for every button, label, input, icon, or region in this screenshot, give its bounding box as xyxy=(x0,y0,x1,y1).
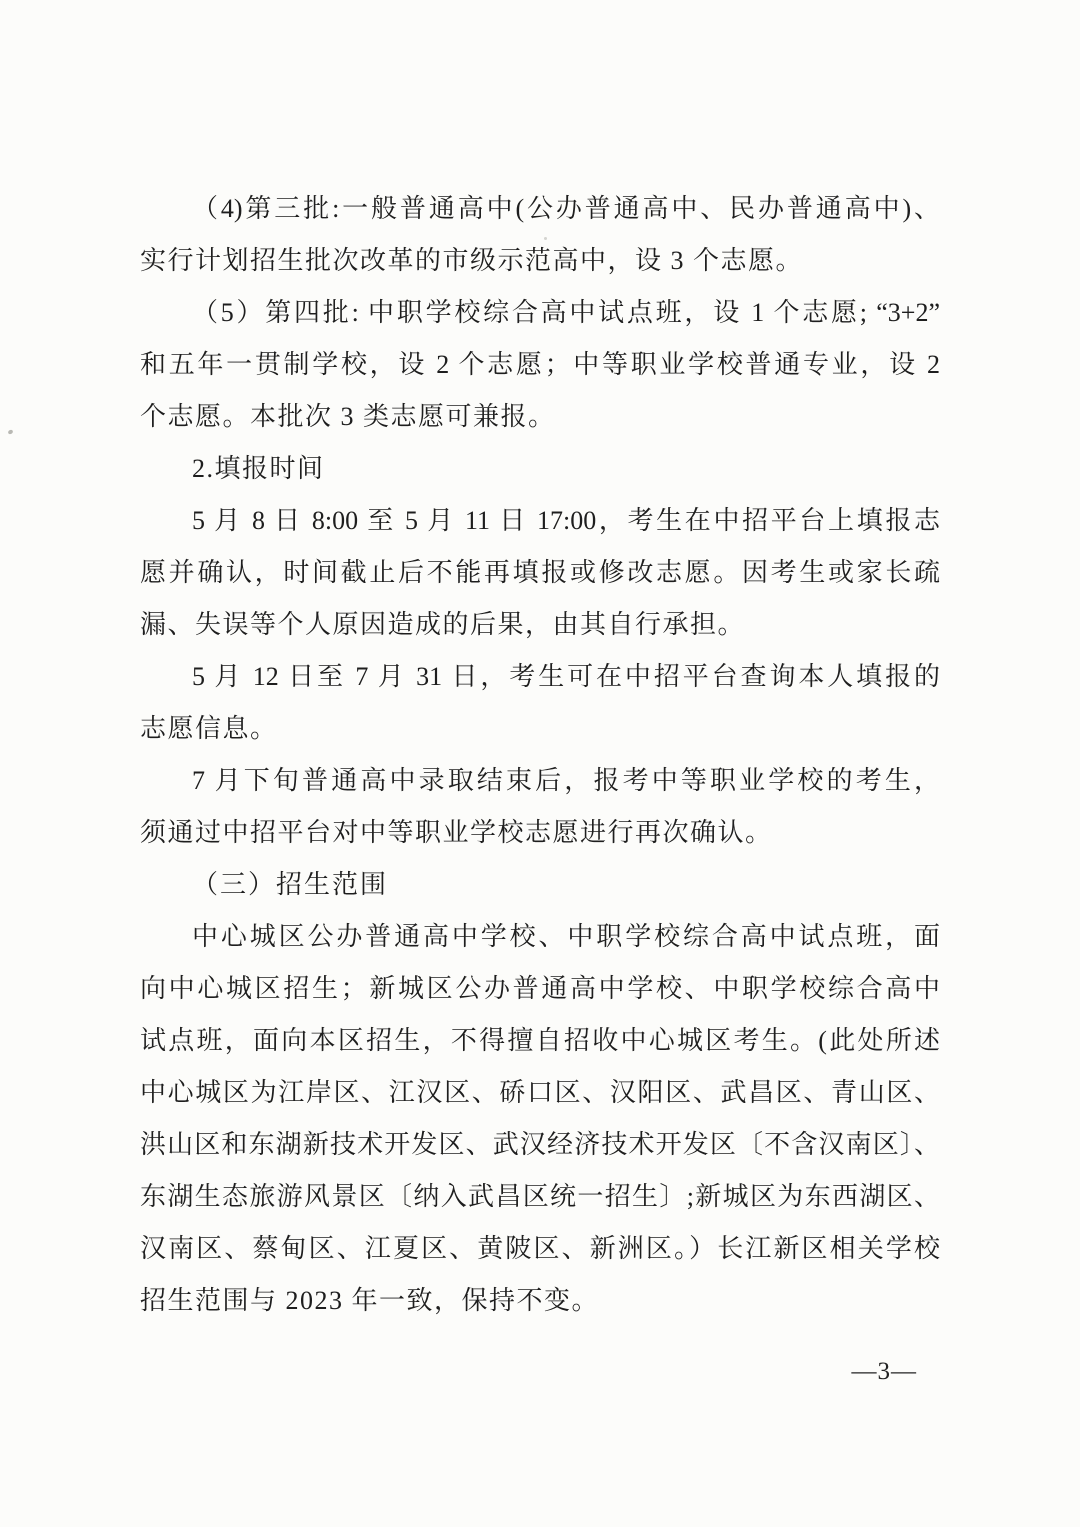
text-line: 汉南区、蔡甸区、江夏区、黄陂区、新洲区。）长江新区相关学校 xyxy=(140,1234,940,1263)
page-number: —3— xyxy=(851,1358,917,1385)
text-line: 中心城区为江岸区、江汉区、硚口区、汉阳区、武昌区、青山区、 xyxy=(140,1078,940,1107)
text-line: 7 月下旬普通高中录取结束后，报考中等职业学校的考生， xyxy=(192,766,940,795)
text-line: 2.填报时间 xyxy=(192,454,325,483)
text-line: 洪山区和东湖新技术开发区、武汉经济技术开发区〔不含汉南区〕、 xyxy=(140,1130,940,1159)
scan-speck xyxy=(7,429,13,435)
section-heading: （三）招生范围 xyxy=(192,870,389,899)
text-line: 个志愿。本批次 3 类志愿可兼报。 xyxy=(140,402,556,431)
text-line: 中心城区公办普通高中学校、中职学校综合高中试点班，面 xyxy=(192,922,940,951)
text-line: 实行计划招生批次改革的市级示范高中，设 3 个志愿。 xyxy=(140,246,804,275)
text-line: 东湖生态旅游风景区〔纳入武昌区统一招生〕;新城区为东西湖区、 xyxy=(140,1182,940,1211)
text-line: 5 月 12 日至 7 月 31 日，考生可在中招平台查询本人填报的 xyxy=(192,662,940,691)
text-line: （5）第四批: 中职学校综合高中试点班，设 1 个志愿; “3+2” xyxy=(192,298,940,327)
text-line: 和五年一贯制学校，设 2 个志愿；中等职业学校普通专业，设 2 xyxy=(140,350,940,379)
text-line: 招生范围与 2023 年一致，保持不变。 xyxy=(140,1286,600,1315)
document-body xyxy=(140,183,940,1327)
text-line: 愿并确认，时间截止后不能再填报或修改志愿。因考生或家长疏 xyxy=(140,558,940,587)
text-line: 5 月 8 日 8:00 至 5 月 11 日 17:00，考生在中招平台上填报志 xyxy=(192,506,940,535)
text-line: 试点班，面向本区招生，不得擅自招收中心城区考生。(此处所述 xyxy=(140,1026,940,1055)
text-line: （4)第三批:一般普通高中(公办普通高中、民办普通高中)、 xyxy=(192,194,940,223)
text-line: 漏、失误等个人原因造成的后果，由其自行承担。 xyxy=(140,610,746,639)
text-line: 向中心城区招生；新城区公办普通高中学校、中职学校综合高中 xyxy=(140,974,940,1003)
text-line: 志愿信息。 xyxy=(140,714,278,743)
text-line: 须通过中招平台对中等职业学校志愿进行再次确认。 xyxy=(140,818,773,847)
